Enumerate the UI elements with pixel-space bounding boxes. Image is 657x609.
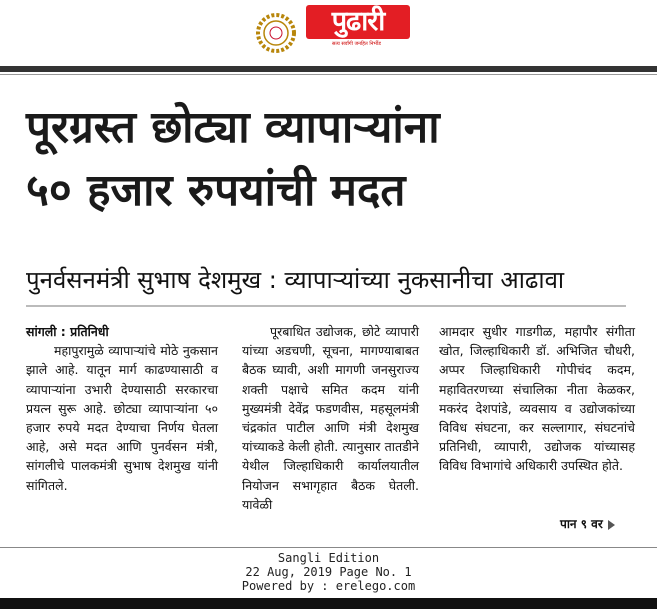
newspaper-logo[interactable]: पुढारी xyxy=(306,5,410,39)
continued-on-page-link[interactable] xyxy=(560,515,615,532)
edition-label: Sangli Edition xyxy=(277,551,380,565)
logo-tagline: सत्य सर्वांगी जनहित निर्भीड xyxy=(332,41,381,47)
top-thin-rule xyxy=(0,74,657,75)
continued-label: पान ९ वर xyxy=(560,517,603,531)
play-arrow-icon xyxy=(608,520,615,530)
headline-line-2: ५० हजार रुपयांची मदत xyxy=(26,165,406,216)
masthead xyxy=(0,0,657,62)
powered-by-link[interactable]: Powered by : erelego.com xyxy=(241,579,416,593)
column-2-text: पूरबाधित उद्योजक, छोटे व्यापारी यांच्या अडचणी, सूचना, मागण्याबाबत बैठक घ्यावी, अशी मागणी जनसुराज्य शक्ती पक्षाचे समित कदम यांनी मुख्यमंत्री देवेंद्र फडणवीस, महसूलमंत्री चंद्रकांत पाटील आणि मंत्री देशमुख यांच्याकडे केली होती. त्यानुसार तातडीने येथील जिल्हाधिकारी कार्यालयातील नियोजन सभागृहात बैठक घेतली. यावेळी xyxy=(242,324,419,512)
dateline: सांगली : प्रतिनिधी xyxy=(26,324,109,339)
article-column-2 xyxy=(242,322,419,514)
top-rule xyxy=(0,66,657,72)
article-column-1 xyxy=(26,322,218,495)
column-3-text: आमदार सुधीर गाडगीळ, महापौर संगीता खोत, जिल्हाधिकारी डॉ. अभिजित चौधरी, अप्पर जिल्हाधिकारी गोपीचंद कदम, महावितरणच्या संचालिका नीता केळकर, मकरंद देशपांडे, व्यवसाय व उद्योजकांच्या विविध संघटना, कर सल्लागार, संघटनांचे प्रतिनिधी, व्यापारी, उद्योजक यांच्यासह विविध विभागांचे अधिकारी उपस्थित होते. xyxy=(439,324,635,474)
column-1-text: महापुरामुळे व्यापाऱ्यांचे मोठे नुकसान झाले आहे. यातून मार्ग काढण्यासाठी व व्यापाऱ्यांना उभारी देण्यासाठी सरकारचा प्रयत्न सुरू आहे. छोट्या व्यापाऱ्यांना ५० हजार रुपये मदत देण्याचा निर्णय घेतला आहे, असे मदत आणि पुनर्वसन मंत्री, सांगलीचे पालकमंत्री सुभाष देशमुख यांनी सांगितले. xyxy=(26,343,218,493)
footer xyxy=(0,551,657,593)
bottom-bar xyxy=(0,598,657,609)
wheel-emblem-icon xyxy=(255,12,297,54)
headline-line-1: पूरग्रस्त छोट्या व्यापाऱ्यांना xyxy=(26,102,440,153)
date-page-label: 22 Aug, 2019 Page No. 1 xyxy=(245,565,412,579)
headline xyxy=(26,96,646,222)
subheadline: पुनर्वसनमंत्री सुभाष देशमुख : व्यापाऱ्यांच्या नुकसानीचा आढावा xyxy=(26,266,565,294)
footer-rule xyxy=(0,547,657,548)
article-column-3 xyxy=(439,322,635,476)
subhead-divider xyxy=(26,305,626,307)
